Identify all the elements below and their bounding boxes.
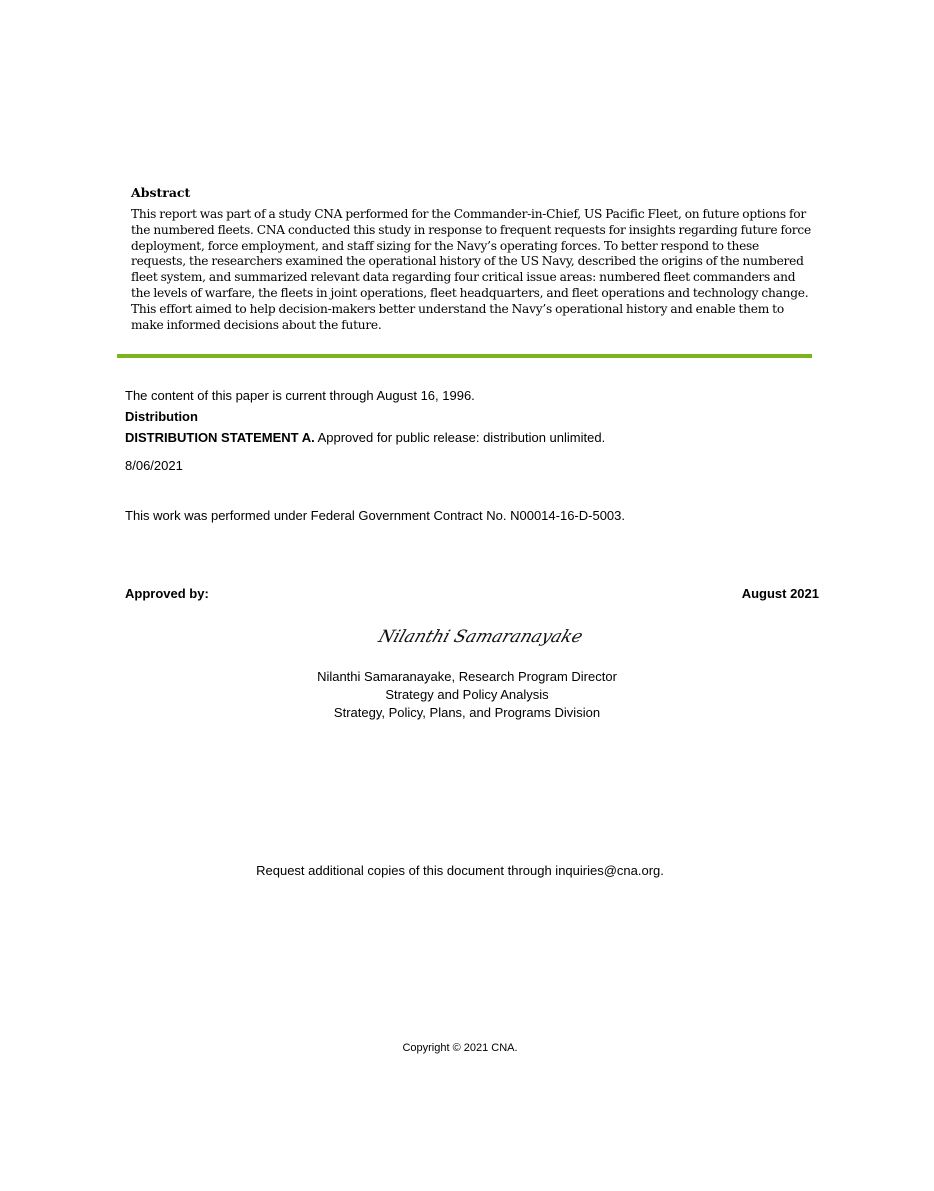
abstract-heading: Abstract — [131, 185, 191, 200]
distribution-statement-label: DISTRIBUTION STATEMENT A. — [125, 430, 315, 445]
approver-program: Strategy and Policy Analysis — [385, 687, 549, 702]
green-divider — [117, 354, 812, 358]
distribution-heading: Distribution — [125, 409, 198, 424]
signature — [0, 622, 934, 653]
contract-note: This work was performed under Federal Government Contract No. N00014-16-D-5003. — [125, 508, 626, 523]
currency-note: The content of this paper is current through August 16, 1996. — [125, 388, 475, 403]
copyright-notice: Copyright © 2021 CNA. — [402, 1042, 518, 1054]
approved-by-label: Approved by: — [125, 586, 209, 601]
signature-graphic — [375, 622, 586, 648]
approver-division: Strategy, Policy, Plans, and Programs Division — [333, 705, 601, 720]
signature-text: Nilanthi Samaranayake — [375, 627, 586, 647]
distribution-statement — [125, 430, 605, 446]
approver-name-title: Nilanthi Samaranayake, Research Program Director — [317, 669, 617, 684]
distribution-statement-text: Approved for public release: distribution unlimited. — [314, 430, 606, 445]
abstract-section — [131, 185, 811, 333]
approval-date: August 2021 — [741, 586, 819, 601]
distribution-date: 8/06/2021 — [125, 458, 183, 473]
request-copies-note: Request additional copies of this document through inquiries@cna.org. — [256, 863, 664, 878]
abstract-body: This report was part of a study CNA performed for the Commander-in-Chief, US Pacific Fleet, on future options for the numbered fleets. CNA conducted this study in response to frequent requests for insights regarding future force deployment, force employment, and staff sizing for the Navy’s operating forces. To better respond to these requests, the researchers examined the operational history of the US Navy, described the origins of the numbered fleet system, and summarized relevant data regarding four critical issue areas: numbered fleet commanders and the levels of warfare, the fleets in joint operations, fleet headquarters, and fleet operations and technology change. This effort aimed to help decision-makers better understand the Navy’s operational history and enable them to make informed decisions about the future. — [131, 207, 811, 332]
